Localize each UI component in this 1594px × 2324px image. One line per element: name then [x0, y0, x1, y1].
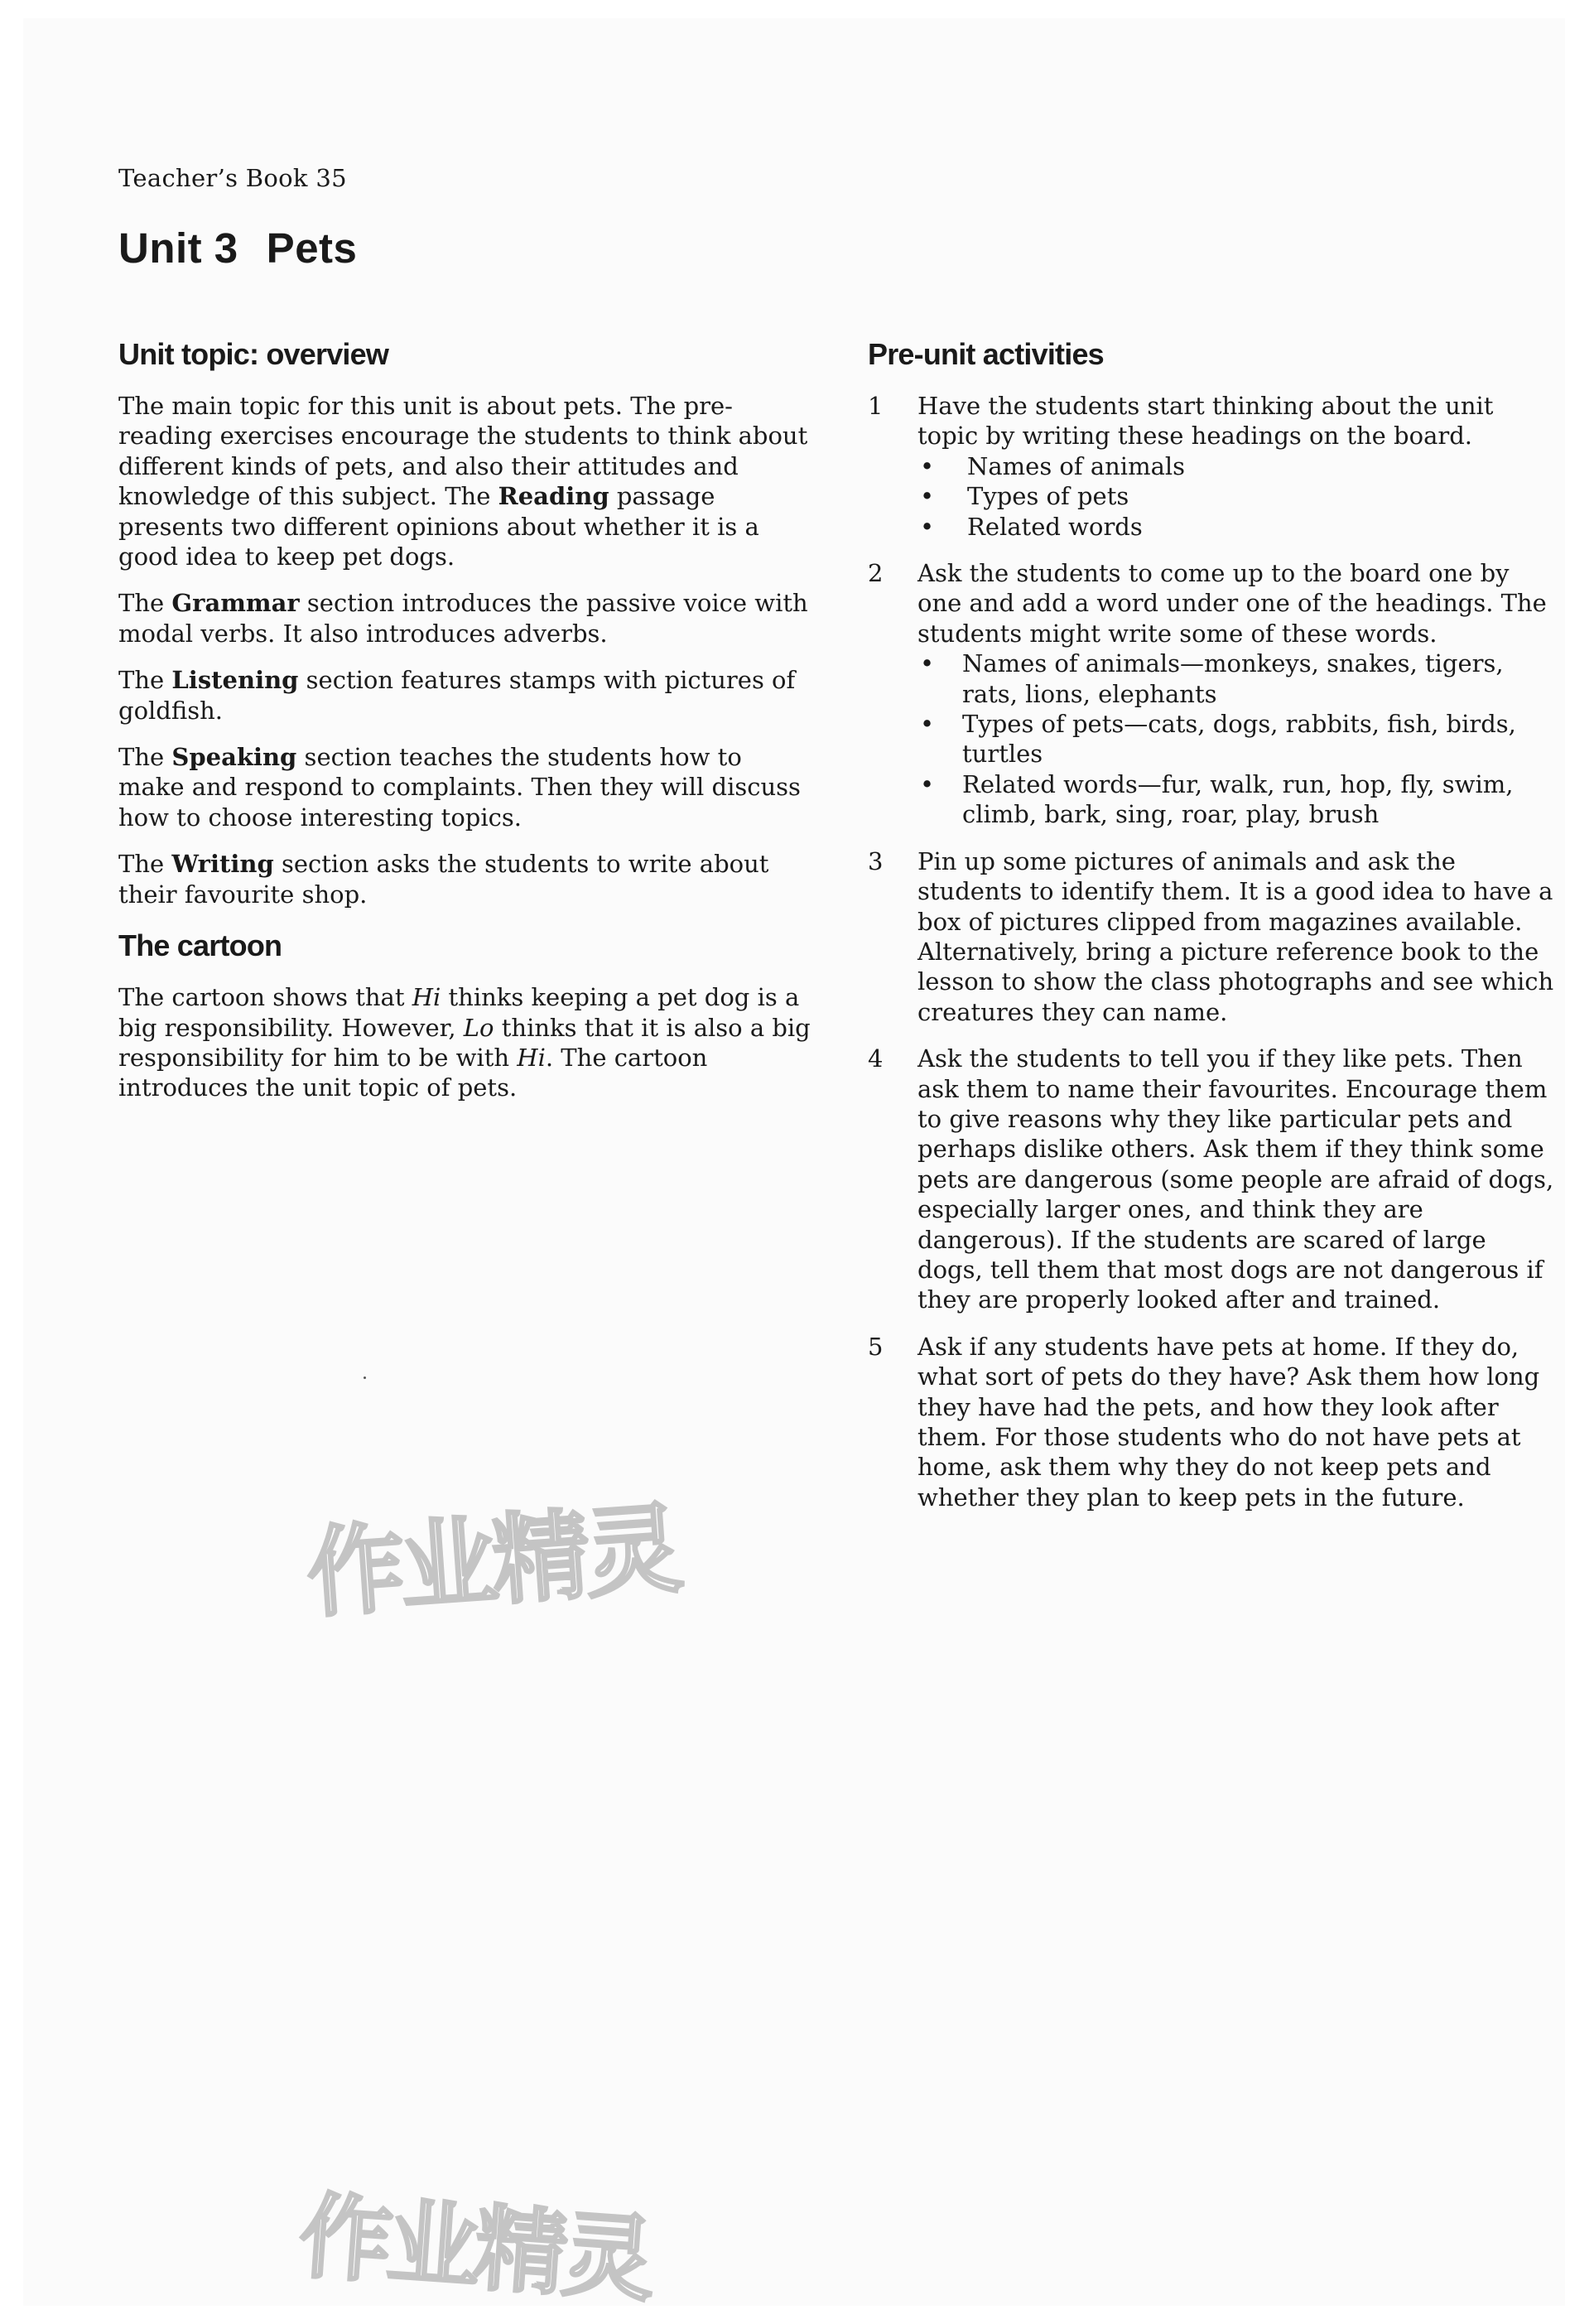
activity-text: Pin up some pictures of animals and ask the students to identify them. It is a good idea to have a box of pictures clipped from magazines available. Alternatively, bring a picture reference book to the lesson to show the class photographs and see which creatures they can name.: [917, 846, 1554, 1026]
grammar-term: Grammar: [171, 589, 300, 618]
bullet-icon: •: [920, 649, 935, 678]
p4-text-c: section teaches the students how to make and respond to complaints. Then they will discuss how to choose interesting topics.: [118, 743, 801, 832]
bullet-text: Types of pets: [967, 482, 1129, 511]
bullet-icon: •: [920, 482, 935, 511]
page-sheet: [23, 18, 1565, 2306]
bullet-item: [917, 481, 1555, 511]
book-page-header: Teacher’s Book 35: [118, 164, 347, 192]
bullet-item: [917, 451, 1555, 481]
watermark-top: 作业精灵: [303, 1491, 681, 1632]
activity-item: [868, 558, 1555, 830]
p3-text-c: section features stamps with pictures of goldfish.: [118, 666, 796, 725]
activity-number: 4: [868, 1044, 884, 1073]
activity-number: 2: [868, 559, 884, 588]
listening-term: Listening: [171, 666, 299, 695]
bullet-item: [917, 709, 1555, 769]
bullet-item: [917, 512, 1555, 542]
activity-item: [868, 391, 1555, 542]
watermark-bottom: 作业精灵: [296, 2182, 654, 2315]
bullet-text: Names of animals: [967, 451, 1186, 480]
heading-bullet-list: [917, 451, 1555, 542]
cartoon-text-4: . The cartoon introduces the unit topic of pets.: [118, 1043, 708, 1102]
bullet-item: [917, 649, 1555, 709]
cartoon-text-3: thinks that it is also a big responsibility for him to be with: [118, 1013, 811, 1072]
unit-title: [118, 224, 357, 272]
p1-text-a: The main topic for this unit is about pets. The pre-reading exercises encourage the students to think about different kinds of pets, and also their attitudes and knowledge of this subject. The: [118, 392, 808, 511]
overview-paragraph-1: [118, 391, 814, 571]
speaking-term: Speaking: [171, 743, 297, 772]
overview-paragraph-2: [118, 588, 814, 649]
pre-unit-heading: Pre-unit activities: [868, 337, 1104, 371]
activity-number: 5: [868, 1332, 884, 1361]
cartoon-text-1: The cartoon shows that: [118, 983, 412, 1012]
cartoon-heading: The cartoon: [118, 928, 282, 963]
bullet-item: [917, 769, 1555, 830]
character-lo: Lo: [463, 1013, 494, 1042]
character-hi: Hi: [412, 983, 441, 1012]
activity-item: [868, 1044, 1555, 1315]
bullet-text: Types of pets—cats, dogs, rabbits, fish, birds, turtles: [962, 710, 1516, 769]
activity-text: Ask the students to tell you if they like pets. Then ask them to name their favourites. Encourage them to give reasons why they like particular pets and perhaps dislike others. Ask them if they think some pets are dangerous (some people are afraid of dogs, especially larger ones, and think they are dangerous). If the students are scared of large dogs, tell them that most dogs are not dangerous if they are properly looked after and trained.: [917, 1044, 1554, 1314]
bullet-icon: •: [920, 769, 935, 798]
p3-text-a: The: [118, 666, 172, 695]
overview-paragraph-4: [118, 742, 814, 832]
left-column: [118, 335, 814, 1120]
bullet-text: Names of animals—monkeys, snakes, tigers, rats, lions, elephants: [962, 649, 1504, 708]
p2-text-a: The: [118, 589, 172, 618]
unit-number: Unit 3: [118, 224, 238, 272]
activity-text: Ask if any students have pets at home. If they do, what sort of pets do they have? Ask them how long they have had the pets, and how they look after them. For those students who do not have pets at home, ask them why they do not keep pets and whether they plan to keep pets in the future.: [917, 1332, 1540, 1512]
activity-item: [868, 1332, 1555, 1512]
character-hi-2: Hi: [517, 1043, 546, 1072]
cartoon-paragraph: [118, 982, 814, 1103]
activity-number: 3: [868, 846, 884, 875]
overview-paragraph-5: [118, 849, 814, 909]
activity-item: [868, 846, 1555, 1027]
unit-name: Pets: [266, 224, 358, 272]
p4-text-a: The: [118, 743, 172, 772]
cartoon-text-2: thinks keeping a pet dog is a big responsibility. However,: [118, 983, 800, 1042]
p5-text-a: The: [118, 850, 172, 879]
p2-text-c: section introduces the passive voice with modal verbs. It also introduces adverbs.: [118, 589, 808, 648]
activity-number: 1: [868, 392, 884, 420]
activity-text: Have the students start thinking about the unit topic by writing these headings on the board.: [917, 392, 1494, 451]
bullet-icon: •: [920, 512, 935, 541]
bullet-icon: •: [920, 710, 935, 739]
activity-text: Ask the students to come up to the board one by one and add a word under one of the headings. The students might write some of these words.: [917, 559, 1547, 648]
bullet-icon: •: [920, 451, 935, 480]
p1-text-c: passage presents two different opinions about whether it is a good idea to keep pet dogs.: [118, 482, 759, 571]
right-column: [868, 335, 1555, 1529]
scan-speck: [364, 1377, 366, 1379]
word-bullet-list: [917, 649, 1555, 829]
activity-list: [868, 391, 1555, 1512]
overview-paragraph-3: [118, 665, 814, 726]
writing-term: Writing: [171, 850, 274, 879]
bullet-text: Related words: [967, 512, 1143, 541]
bullet-text: Related words—fur, walk, run, hop, fly, swim, climb, bark, sing, roar, play, brush: [962, 769, 1514, 829]
p5-text-c: section asks the students to write about their favourite shop.: [118, 850, 769, 909]
overview-heading: Unit topic: overview: [118, 337, 389, 371]
reading-term: Reading: [498, 482, 609, 511]
